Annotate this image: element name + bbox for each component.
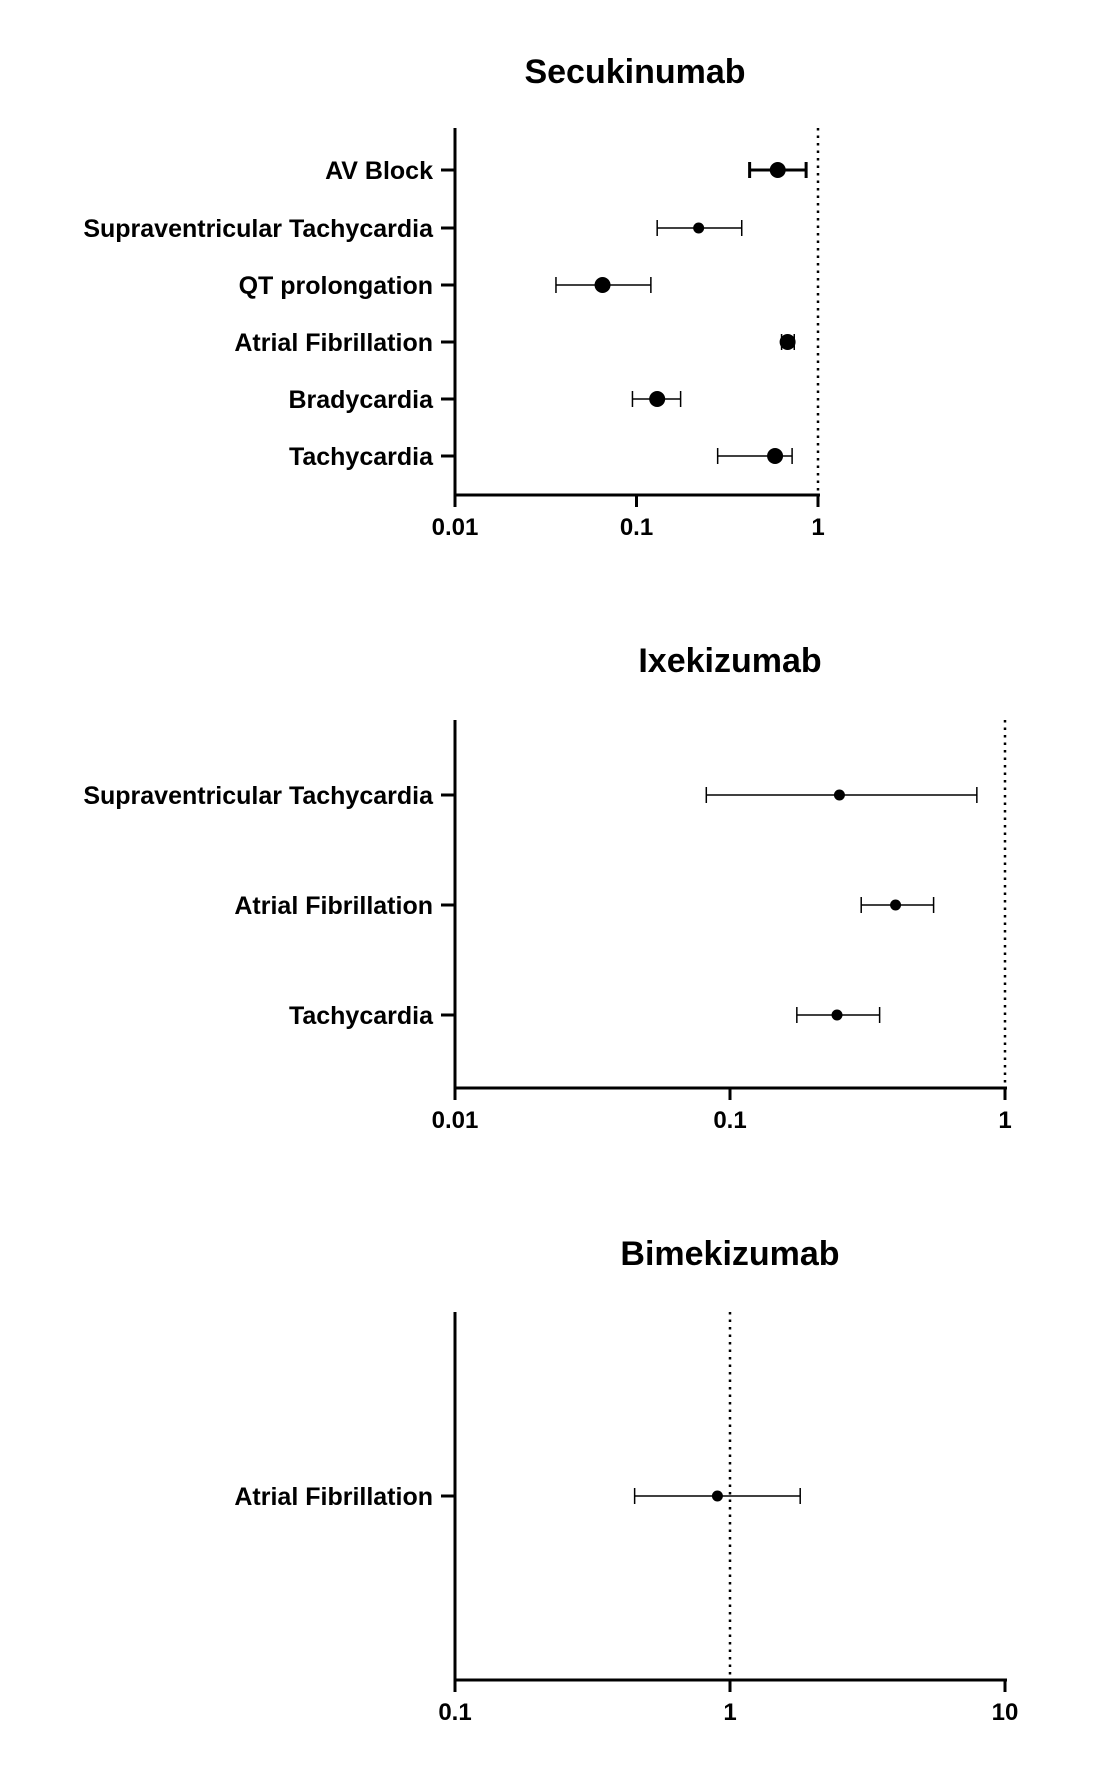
x-tick-label: 1 bbox=[811, 514, 825, 541]
x-tick-label: 1 bbox=[998, 1107, 1012, 1134]
point-estimate bbox=[767, 448, 783, 464]
point-estimate bbox=[770, 162, 786, 178]
category-label: Supraventricular Tachycardia bbox=[83, 215, 433, 243]
category-label: Atrial Fibrillation bbox=[234, 1483, 433, 1511]
forest-panel-2 bbox=[83, 642, 1011, 1134]
category-label: Tachycardia bbox=[288, 443, 433, 471]
panel-title: Bimekizumab bbox=[620, 1235, 840, 1273]
category-label: Bradycardia bbox=[288, 386, 433, 414]
x-tick-label: 0.1 bbox=[438, 1699, 472, 1726]
point-estimate bbox=[693, 223, 704, 234]
panel-title: Ixekizumab bbox=[638, 642, 822, 680]
x-tick-label: 0.01 bbox=[431, 514, 479, 541]
category-label: Atrial Fibrillation bbox=[234, 329, 433, 357]
point-estimate bbox=[595, 277, 611, 293]
category-label: Tachycardia bbox=[288, 1002, 433, 1030]
x-tick-label: 1 bbox=[723, 1699, 737, 1726]
point-estimate bbox=[832, 1010, 843, 1021]
point-estimate bbox=[780, 334, 796, 350]
category-label: QT prolongation bbox=[238, 272, 433, 300]
panel-title: Secukinumab bbox=[524, 53, 746, 91]
point-estimate bbox=[890, 900, 901, 911]
forest-panel-1 bbox=[83, 53, 824, 541]
point-estimate bbox=[834, 790, 845, 801]
point-estimate bbox=[712, 1491, 723, 1502]
x-tick-label: 10 bbox=[991, 1699, 1019, 1726]
x-tick-label: 0.01 bbox=[431, 1107, 479, 1134]
x-tick-label: 0.1 bbox=[619, 514, 654, 541]
x-tick-label: 0.1 bbox=[713, 1107, 747, 1134]
category-label: Atrial Fibrillation bbox=[234, 892, 433, 920]
point-estimate bbox=[649, 391, 665, 407]
forest-panel-3 bbox=[234, 1235, 1018, 1726]
category-label: Supraventricular Tachycardia bbox=[83, 782, 433, 810]
category-label: AV Block bbox=[325, 157, 433, 185]
